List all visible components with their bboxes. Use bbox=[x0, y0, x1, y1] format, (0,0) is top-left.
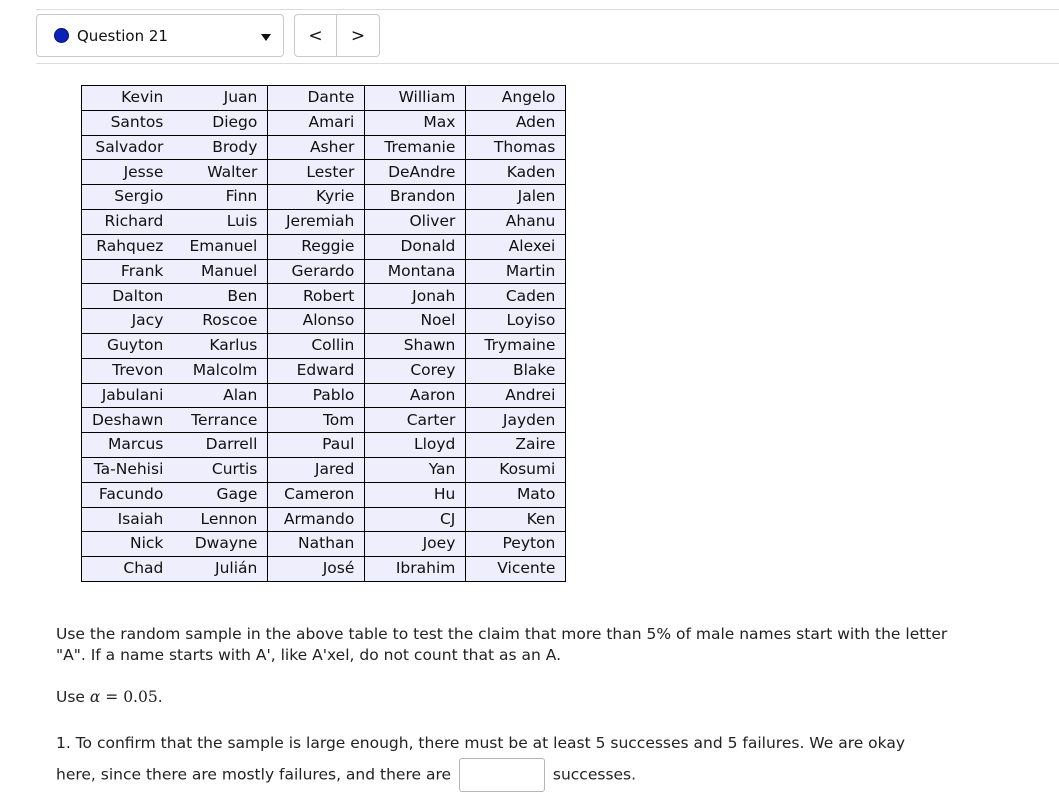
name-cell: Corey bbox=[365, 358, 466, 383]
name-cell: Roscoe bbox=[173, 309, 268, 334]
name-cell: Aden bbox=[466, 110, 566, 135]
table-row bbox=[82, 309, 566, 334]
name-cell: Alonso bbox=[268, 309, 365, 334]
name-cell: Thomas bbox=[466, 135, 566, 160]
name-cell: Jacy bbox=[82, 309, 174, 334]
name-cell: Emanuel bbox=[173, 234, 268, 259]
part1-text: 1. To confirm that the sample is large enough, there must be at least 5 successes and 5 failures. We are okay here, since there are mostly failures, and there are bbox=[56, 734, 906, 784]
name-cell: Facundo bbox=[82, 482, 174, 507]
name-cell: Lloyd bbox=[365, 433, 466, 458]
name-cell: Blake bbox=[466, 358, 566, 383]
names-table bbox=[81, 85, 566, 582]
name-cell: Diego bbox=[173, 110, 268, 135]
table-row bbox=[82, 383, 566, 408]
name-cell: Sergio bbox=[82, 185, 174, 210]
table-row bbox=[82, 482, 566, 507]
name-cell: Jeremiah bbox=[268, 209, 365, 234]
top-divider bbox=[36, 9, 1059, 10]
name-cell: Cameron bbox=[268, 482, 365, 507]
name-cell: Yan bbox=[365, 457, 466, 482]
alpha-value: = 0.05. bbox=[100, 688, 163, 706]
name-cell: Brandon bbox=[365, 185, 466, 210]
name-cell: Max bbox=[365, 110, 466, 135]
name-cell: Andrei bbox=[466, 383, 566, 408]
alpha-prefix: Use bbox=[56, 688, 90, 706]
name-cell: Luis bbox=[173, 209, 268, 234]
name-cell: Kevin bbox=[82, 86, 174, 111]
table-row bbox=[82, 408, 566, 433]
name-cell: Collin bbox=[268, 333, 365, 358]
part1-question bbox=[56, 729, 936, 792]
name-cell: Edward bbox=[268, 358, 365, 383]
name-cell: Manuel bbox=[173, 259, 268, 284]
name-cell: Kosumi bbox=[466, 457, 566, 482]
table-row bbox=[82, 457, 566, 482]
name-cell: Jalen bbox=[466, 185, 566, 210]
name-cell: Joey bbox=[365, 532, 466, 557]
question-selector-label: Question 21 bbox=[77, 26, 168, 45]
table-row bbox=[82, 433, 566, 458]
name-cell: Richard bbox=[82, 209, 174, 234]
table-row bbox=[82, 284, 566, 309]
name-cell: Marcus bbox=[82, 433, 174, 458]
name-cell: Pablo bbox=[268, 383, 365, 408]
table-row bbox=[82, 135, 566, 160]
name-cell: Karlus bbox=[173, 333, 268, 358]
name-cell: Tom bbox=[268, 408, 365, 433]
name-cell: Walter bbox=[173, 160, 268, 185]
table-row bbox=[82, 259, 566, 284]
name-cell: Nick bbox=[82, 532, 174, 557]
name-cell: Hu bbox=[365, 482, 466, 507]
name-cell: Lennon bbox=[173, 507, 268, 532]
name-cell: Tremanie bbox=[365, 135, 466, 160]
table-row bbox=[82, 209, 566, 234]
previous-question-button[interactable]: < bbox=[294, 14, 337, 57]
name-cell: Caden bbox=[466, 284, 566, 309]
name-cell: Ken bbox=[466, 507, 566, 532]
name-cell: CJ bbox=[365, 507, 466, 532]
alpha-symbol: α bbox=[89, 688, 101, 706]
table-row bbox=[82, 507, 566, 532]
name-cell: Ben bbox=[173, 284, 268, 309]
name-cell: Montana bbox=[365, 259, 466, 284]
name-cell: Santos bbox=[82, 110, 174, 135]
name-cell: Trevon bbox=[82, 358, 174, 383]
name-cell: Frank bbox=[82, 259, 174, 284]
name-cell: Mato bbox=[466, 482, 566, 507]
name-cell: José bbox=[268, 557, 365, 582]
name-cell: Deshawn bbox=[82, 408, 174, 433]
name-cell: Vicente bbox=[466, 557, 566, 582]
table-row bbox=[82, 333, 566, 358]
name-cell: Julián bbox=[173, 557, 268, 582]
name-cell: Paul bbox=[268, 433, 365, 458]
name-cell: Donald bbox=[365, 234, 466, 259]
name-cell: Loyiso bbox=[466, 309, 566, 334]
question-intro: Use the random sample in the above table to test the claim that more than 5% of male names start with the letter "A". If a name starts with A', like A'xel, do not count that as an A. bbox=[56, 625, 948, 664]
name-cell: Dalton bbox=[82, 284, 174, 309]
table-row bbox=[82, 160, 566, 185]
name-cell: Shawn bbox=[365, 333, 466, 358]
name-cell: Asher bbox=[268, 135, 365, 160]
name-cell: Jesse bbox=[82, 160, 174, 185]
name-cell: Carter bbox=[365, 408, 466, 433]
name-cell: Guyton bbox=[82, 333, 174, 358]
name-cell: Amari bbox=[268, 110, 365, 135]
name-cell: Nathan bbox=[268, 532, 365, 557]
alpha-statement bbox=[56, 687, 163, 708]
table-row bbox=[82, 532, 566, 557]
name-cell: Ahanu bbox=[466, 209, 566, 234]
name-cell: Jared bbox=[268, 457, 365, 482]
table-row bbox=[82, 185, 566, 210]
table-row bbox=[82, 110, 566, 135]
name-cell: Darrell bbox=[173, 433, 268, 458]
successes-answer-input[interactable] bbox=[459, 758, 545, 792]
name-cell: Angelo bbox=[466, 86, 566, 111]
name-cell: Alexei bbox=[466, 234, 566, 259]
name-cell: Malcolm bbox=[173, 358, 268, 383]
name-cell: Aaron bbox=[365, 383, 466, 408]
name-cell: DeAndre bbox=[365, 160, 466, 185]
question-status-dot bbox=[54, 28, 69, 43]
question-selector[interactable] bbox=[36, 14, 284, 57]
name-cell: Dante bbox=[268, 86, 365, 111]
name-cell: Terrance bbox=[173, 408, 268, 433]
name-cell: Robert bbox=[268, 284, 365, 309]
name-cell: Noel bbox=[365, 309, 466, 334]
name-cell: Dwayne bbox=[173, 532, 268, 557]
nav-divider bbox=[36, 63, 1059, 64]
name-cell: Salvador bbox=[82, 135, 174, 160]
name-cell: Kaden bbox=[466, 160, 566, 185]
name-cell: Brody bbox=[173, 135, 268, 160]
name-cell: Ta-Nehisi bbox=[82, 457, 174, 482]
part1-suffix: successes. bbox=[552, 765, 637, 784]
table-row bbox=[82, 234, 566, 259]
name-cell: Jabulani bbox=[82, 383, 174, 408]
name-cell: Finn bbox=[173, 185, 268, 210]
name-cell: Ibrahim bbox=[365, 557, 466, 582]
question-nav-buttons bbox=[294, 14, 380, 57]
name-cell: Peyton bbox=[466, 532, 566, 557]
name-cell: Jonah bbox=[365, 284, 466, 309]
name-cell: Jayden bbox=[466, 408, 566, 433]
name-cell: Kyrie bbox=[268, 185, 365, 210]
table-row bbox=[82, 86, 566, 111]
name-cell: Martin bbox=[466, 259, 566, 284]
name-cell: Zaire bbox=[466, 433, 566, 458]
name-cell: Curtis bbox=[173, 457, 268, 482]
next-question-button[interactable]: > bbox=[337, 14, 380, 57]
name-cell: Oliver bbox=[365, 209, 466, 234]
name-cell: Gerardo bbox=[268, 259, 365, 284]
caret-down-icon bbox=[261, 34, 271, 41]
name-cell: Lester bbox=[268, 160, 365, 185]
name-cell: Trymaine bbox=[466, 333, 566, 358]
table-row bbox=[82, 358, 566, 383]
name-cell: Juan bbox=[173, 86, 268, 111]
name-cell: Gage bbox=[173, 482, 268, 507]
name-cell: Chad bbox=[82, 557, 174, 582]
name-cell: Rahquez bbox=[82, 234, 174, 259]
name-cell: Isaiah bbox=[82, 507, 174, 532]
name-cell: Alan bbox=[173, 383, 268, 408]
table-row bbox=[82, 557, 566, 582]
name-cell: Reggie bbox=[268, 234, 365, 259]
name-cell: William bbox=[365, 86, 466, 111]
name-cell: Armando bbox=[268, 507, 365, 532]
